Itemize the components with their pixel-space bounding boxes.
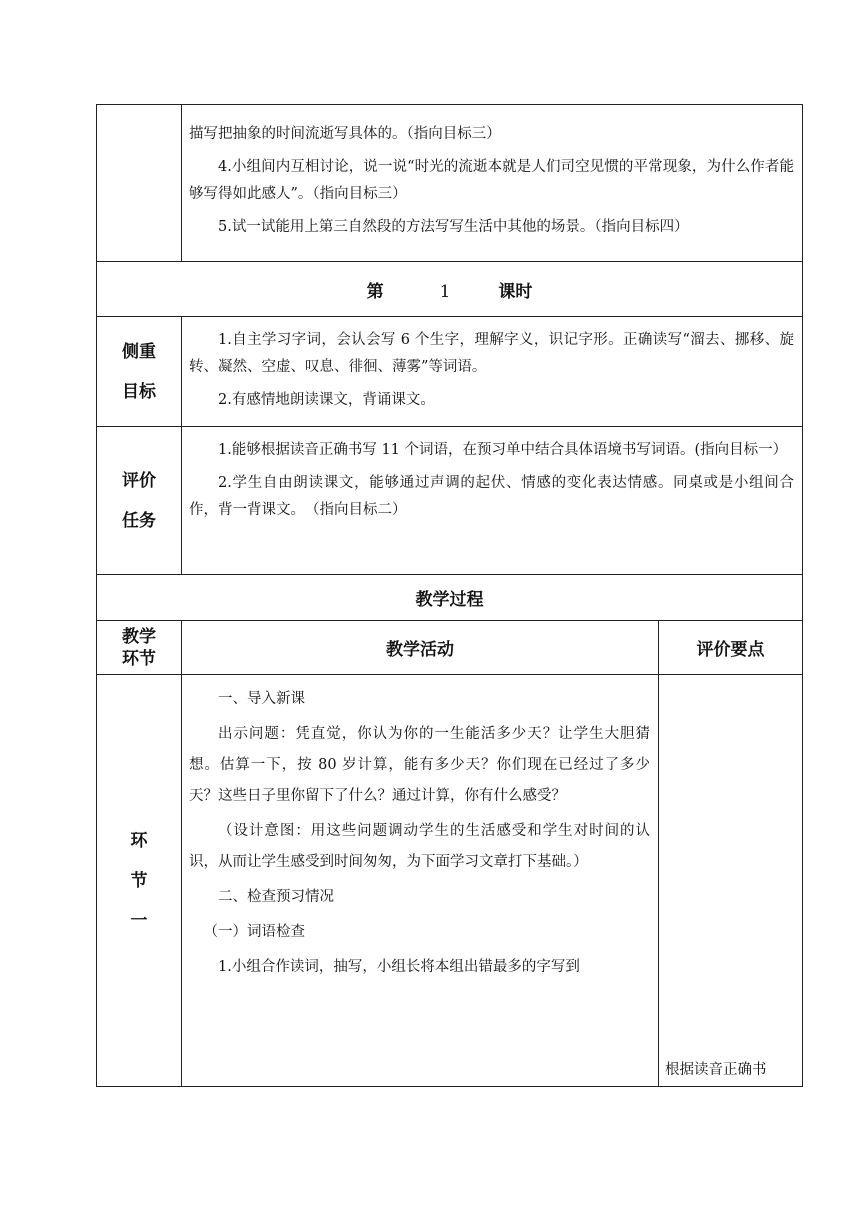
top-line-1: 描写把抽象的时间流逝写具体的。（指向目标三） <box>189 126 501 142</box>
top-continuation-row <box>97 105 803 262</box>
segment-one-eval <box>659 675 803 1087</box>
focus-goals-row <box>97 317 803 427</box>
lesson-number: 1 <box>439 281 451 302</box>
lesson-keshi: 课时 <box>498 281 533 302</box>
segment-one-activity <box>182 675 659 1087</box>
eval-tasks-content <box>182 427 803 575</box>
focus-goal-item: 1.自主学习字词，会认会写 6 个生字，理解字义，识记字形。正确读写“溜去、挪移、旋转、凝然、空虚、叹息、徘徊、薄雾”等词语。 <box>189 332 794 375</box>
activity-paragraph: 一、导入新课 <box>218 691 305 707</box>
eval-task-item: 1.能够根据读音正确书写 11 个词语，在预习单中结合具体语境书写词语。(指向目标一） <box>218 442 788 458</box>
eval-task-item: 2.学生自由朗读课文，能够通过声调的起伏、情感的变化表达情感。同桌或是小组间合作，背一背课文。 （指向目标二） <box>189 475 794 518</box>
eval-tasks-label: 评价 任务 <box>97 427 182 575</box>
segment-one-label: 环 节 一 <box>97 675 182 1087</box>
focus-goal-item: 2.有感情地朗读课文，背诵课文。 <box>218 392 435 408</box>
segment-one-row <box>97 675 803 1087</box>
activity-paragraph: （设计意图：用这些问题调动学生的生活感受和学生对时间的认识，从而让学生感受到时间匆匆，为下面学习文章打下基础。） <box>189 823 650 870</box>
activity-paragraph: （一）词语检查 <box>203 924 305 940</box>
focus-goals-label: 侧重 目标 <box>97 317 182 427</box>
col-header-eval: 评价要点 <box>659 621 803 675</box>
lesson-plan-table <box>96 104 803 1087</box>
col-header-activity: 教学活动 <box>182 621 659 675</box>
lesson-header <box>97 262 803 317</box>
process-column-headers <box>97 621 803 675</box>
lesson-header-row <box>97 262 803 317</box>
top-line-2: 4.小组间内互相讨论，说一说“时光的流逝本就是人们司空见惯的平常现象，为什么作者能够写得如此感人”。（指向目标三） <box>189 159 794 202</box>
activity-paragraph: 二、检查预习情况 <box>218 889 334 905</box>
process-title: 教学过程 <box>97 575 803 621</box>
activity-paragraph: 1.小组合作读词，抽写，小组长将本组出错最多的字写到 <box>218 959 580 975</box>
top-continuation-cell <box>182 105 803 262</box>
eval-note: 根据读音正确书 <box>665 1062 767 1078</box>
focus-goals-content <box>182 317 803 427</box>
lesson-di: 第 <box>366 281 384 302</box>
col-header-segment: 教学 环节 <box>97 621 182 675</box>
top-line-3: 5.试一试能用上第三自然段的方法写写生活中其他的场景。（指向目标四） <box>218 219 689 235</box>
process-title-row <box>97 575 803 621</box>
top-left-empty <box>97 105 182 262</box>
activity-paragraph: 出示问题：凭直觉，你认为你的一生能活多少天？让学生大胆猜想。估算一下，按 80 岁计算，能有多少天？你们现在已经过了多少天？这些日子里你留下了什么？通过计算，你有什么感受？ <box>189 726 650 804</box>
eval-tasks-row <box>97 427 803 575</box>
